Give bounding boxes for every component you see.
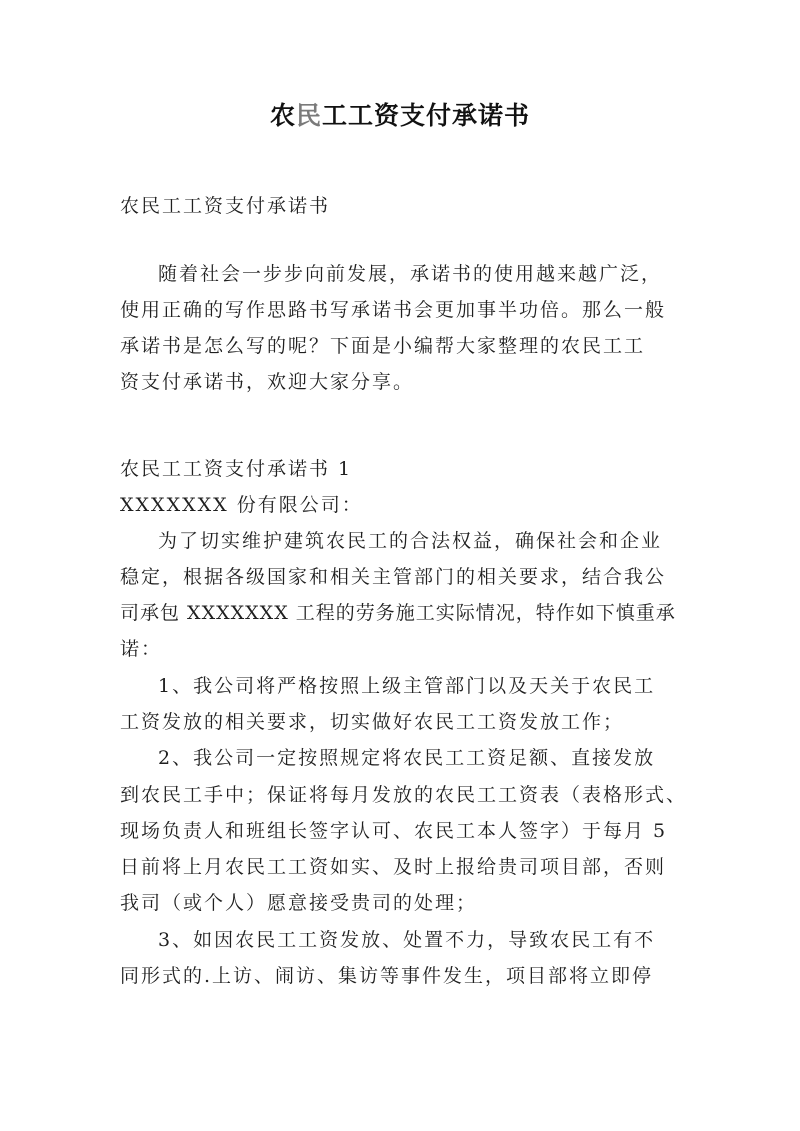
body-line: 现场负责人和班组长签字认可、农民工本人签字）于每月 5 <box>120 820 668 842</box>
body-line: 2、我公司一定按照规定将农民工工资足额、直接发放 <box>158 747 656 769</box>
body-line: 3、如因农民工工资发放、处置不力，导致农民工有不 <box>158 929 656 951</box>
intro-line: 资支付承诺书，欢迎大家分享。 <box>120 371 415 393</box>
body-line: 我司（或个人）愿意接受贵司的处理； <box>120 892 478 914</box>
body-line: 诺： <box>120 638 163 660</box>
body-line: 工资发放的相关要求，切实做好农民工工资发放工作； <box>120 711 625 733</box>
body-line: 司承包 XXXXXXX 工程的劳务施工实际情况，特作如下慎重承 <box>120 602 676 624</box>
body-line: 稳定，根据各级国家和相关主管部门的相关要求，结合我公 <box>120 566 667 588</box>
intro-line: 承诺书是怎么写的呢？下面是小编帮大家整理的农民工工 <box>120 335 646 357</box>
body-line: 日前将上月农民工工资如实、及时上报给贵司项目部，否则 <box>120 856 667 878</box>
addressee: XXXXXXX 份有限公司： <box>120 494 363 516</box>
body-line: 1、我公司将严格按照上级主管部门以及天关于农民工 <box>158 675 656 697</box>
document-subtitle: 农民工工资支付承诺书 <box>120 195 331 217</box>
body-line: 为了切实维护建筑农民工的合法权益，确保社会和企业 <box>158 530 663 552</box>
title-part-3: 工工资支付承诺书 <box>322 101 531 130</box>
title-part-2: 民 <box>295 101 322 130</box>
intro-line: 随着社会一步步向前发展，承诺书的使用越来越广泛， <box>158 263 663 285</box>
document-title <box>0 96 800 136</box>
body-line: 到农民工手中；保证将每月发放的农民工工资表（表格形式、 <box>120 784 688 806</box>
intro-line: 使用正确的写作思路书写承诺书会更加事半功倍。那么一般 <box>120 299 667 321</box>
body-line: 同形式的.上访、闹访、集访等事件发生，项目部将立即停 <box>120 965 654 987</box>
section-heading: 农民工工资支付承诺书 1 <box>120 458 353 480</box>
title-part-1: 农 <box>269 101 296 130</box>
